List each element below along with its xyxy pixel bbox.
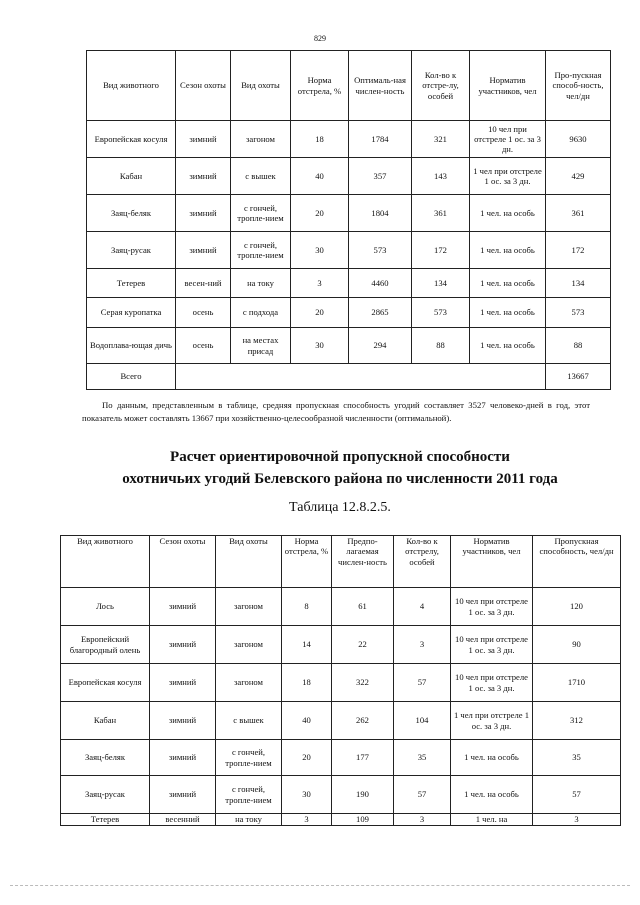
table-cell: 30: [282, 776, 332, 814]
table-cell: 30: [291, 232, 349, 269]
header-cell: Норматив участников, чел: [470, 51, 546, 121]
header-cell: Вид охоты: [231, 51, 291, 121]
table-cell: 61: [332, 588, 394, 626]
section-title: [60, 446, 620, 490]
table-cell: 109: [332, 814, 394, 826]
table-cell: 1710: [533, 664, 621, 702]
total-value: 13667: [546, 364, 611, 390]
table-cell: осень: [176, 328, 231, 364]
table-cell: Кабан: [61, 702, 150, 740]
table-cell: с гончей, тропле-нием: [216, 776, 282, 814]
table-cell: Заяц-беляк: [61, 740, 150, 776]
table-cell: 134: [412, 269, 470, 298]
table-row: [87, 195, 611, 232]
table-cell: 172: [412, 232, 470, 269]
table-cell: 3: [394, 626, 451, 664]
table-cell: 10 чел при отстреле 1 ос. за 3 дн.: [451, 664, 533, 702]
table-cell: зимний: [150, 740, 216, 776]
table-cell: зимний: [176, 195, 231, 232]
table-cell: 40: [291, 158, 349, 195]
table-cell: 88: [546, 328, 611, 364]
table-row: [61, 664, 621, 702]
table-cell: Европейский благородный олень: [61, 626, 150, 664]
table-cell: Заяц-беляк: [87, 195, 176, 232]
table-cell: Европейская косуля: [61, 664, 150, 702]
table-cell: 1 чел. на особь: [451, 776, 533, 814]
table-cell: 143: [412, 158, 470, 195]
table-cell: 573: [546, 298, 611, 328]
table-cell: 10 чел при отстреле 1 ос. за 3 дн.: [470, 121, 546, 158]
table-cell: с вышек: [216, 702, 282, 740]
table-cell: 22: [332, 626, 394, 664]
table-cell: 10 чел при отстреле 1 ос. за 3 дн.: [451, 588, 533, 626]
table-cell: 8: [282, 588, 332, 626]
table-row: [87, 328, 611, 364]
table-cell: Кабан: [87, 158, 176, 195]
table-cell: 321: [412, 121, 470, 158]
table-cell: 429: [546, 158, 611, 195]
total-label: Всего: [87, 364, 176, 390]
table-cell: 573: [412, 298, 470, 328]
table-cell: 20: [282, 740, 332, 776]
table-cell: с подхода: [231, 298, 291, 328]
section-title-line1: Расчет ориентировочной пропускной способности: [170, 449, 510, 465]
table-cell: 3: [282, 814, 332, 826]
table-cell: 18: [291, 121, 349, 158]
table-cell: 35: [533, 740, 621, 776]
table-cell: 3: [291, 269, 349, 298]
table-cell: 9630: [546, 121, 611, 158]
table-cell: Водоплава-ющая дичь: [87, 328, 176, 364]
table-cell: 120: [533, 588, 621, 626]
table-cell: 134: [546, 269, 611, 298]
page-number: 829: [314, 34, 326, 43]
table-cell: 2865: [349, 298, 412, 328]
table-cell: на току: [231, 269, 291, 298]
table-cell: 90: [533, 626, 621, 664]
table-cell: 1 чел при отстреле 1 ос. за 3 дн.: [470, 158, 546, 195]
table-row: [61, 776, 621, 814]
table-cell: загоном: [216, 626, 282, 664]
table-cell: на току: [216, 814, 282, 826]
header-cell: Про-пускная способ-ность, чел/дн: [546, 51, 611, 121]
header-cell: Кол-во к отстре-лу, особей: [412, 51, 470, 121]
table-cell: 172: [546, 232, 611, 269]
table-cell: 1 чел. на особь: [451, 740, 533, 776]
table-cell: 312: [533, 702, 621, 740]
table-row: [87, 158, 611, 195]
table-cell: зимний: [150, 664, 216, 702]
table-cell: 4: [394, 588, 451, 626]
capacity-table-2011: [60, 535, 621, 826]
table-cell: 1 чел. на особь: [470, 232, 546, 269]
header-cell: Сезон охоты: [176, 51, 231, 121]
table-cell: 3: [394, 814, 451, 826]
header-cell: Сезон охоты: [150, 536, 216, 588]
table-cell: с гончей, тропле-нием: [216, 740, 282, 776]
table-total-row: [87, 364, 611, 390]
table-cell: 1 чел. на: [451, 814, 533, 826]
table-row: [87, 269, 611, 298]
table-cell: 57: [533, 776, 621, 814]
table-cell: 1 чел. на особь: [470, 269, 546, 298]
table-cell: 1 чел при отстреле 1 ос. за 3 дн.: [451, 702, 533, 740]
table-cell: загоном: [231, 121, 291, 158]
table-cell-empty: [176, 364, 546, 390]
header-cell: Вид охоты: [216, 536, 282, 588]
header-cell: Пропускная способность, чел/дн: [533, 536, 621, 588]
table-cell: 14: [282, 626, 332, 664]
table-header-row: [61, 536, 621, 588]
table-cell: на местах присад: [231, 328, 291, 364]
table-cell: загоном: [216, 664, 282, 702]
header-cell: Норматив участников, чел: [451, 536, 533, 588]
table-cell: 20: [291, 195, 349, 232]
table-cell: 262: [332, 702, 394, 740]
table-header-row: [87, 51, 611, 121]
header-cell: Предпо-лагаемая числен-ность: [332, 536, 394, 588]
table-cell: осень: [176, 298, 231, 328]
table-cell: Лось: [61, 588, 150, 626]
header-cell: Норма отстрела, %: [282, 536, 332, 588]
summary-paragraph: По данным, представленным в таблице, средняя пропускная способность угодий составляет 3527 человеко-дней в год, этот показатель может составлять 13667 при хозяйственно-целесообразной численности (оптимальной).: [82, 400, 590, 423]
table-cell: Заяц-русак: [87, 232, 176, 269]
table-cell: зимний: [176, 121, 231, 158]
table-cell: Тетерев: [87, 269, 176, 298]
table-cell: 4460: [349, 269, 412, 298]
table-row: [87, 232, 611, 269]
table-row: [61, 740, 621, 776]
table-cell: 573: [349, 232, 412, 269]
table-cell: 1 чел. на особь: [470, 328, 546, 364]
table-cell: 357: [349, 158, 412, 195]
table-cell: 1784: [349, 121, 412, 158]
header-cell: Норма отстрела, %: [291, 51, 349, 121]
table-cell: 361: [546, 195, 611, 232]
table-cell: 1 чел. на особь: [470, 195, 546, 232]
table-cell: 88: [412, 328, 470, 364]
header-cell: Кол-во к отстрелу, особей: [394, 536, 451, 588]
table-cell: 20: [291, 298, 349, 328]
table-cell: с гончей, тропле-нием: [231, 195, 291, 232]
table-cell: 322: [332, 664, 394, 702]
table-cell: 177: [332, 740, 394, 776]
table-cell: с гончей, тропле-нием: [231, 232, 291, 269]
table-cell: Тетерев: [61, 814, 150, 826]
table-cell: 18: [282, 664, 332, 702]
section-title-line2: охотничьих угодий Белевского района по численности 2011 года: [122, 471, 558, 487]
table-cell: Европейская косуля: [87, 121, 176, 158]
table-cell: с вышек: [231, 158, 291, 195]
table-cell: 57: [394, 776, 451, 814]
table-cell: зимний: [150, 626, 216, 664]
table-cell: 1 чел. на особь: [470, 298, 546, 328]
table-cell: зимний: [150, 776, 216, 814]
table-cell: 361: [412, 195, 470, 232]
table-cell: Серая куропатка: [87, 298, 176, 328]
table-cell: 40: [282, 702, 332, 740]
table-cell: 3: [533, 814, 621, 826]
table-cell: весенний: [150, 814, 216, 826]
table-cell: зимний: [176, 158, 231, 195]
table-cell: зимний: [150, 702, 216, 740]
table-row: [61, 702, 621, 740]
table-cell: 30: [291, 328, 349, 364]
table-cell: 190: [332, 776, 394, 814]
table-cell: загоном: [216, 588, 282, 626]
table-row: [61, 626, 621, 664]
table-row: [87, 298, 611, 328]
table-cell: 10 чел при отстреле 1 ос. за 3 дн.: [451, 626, 533, 664]
header-cell: Вид животного: [87, 51, 176, 121]
table-row: [61, 814, 621, 826]
table-cell: зимний: [150, 588, 216, 626]
header-cell: Оптималь-ная числен-ность: [349, 51, 412, 121]
table-cell: 294: [349, 328, 412, 364]
table-caption: Таблица 12.8.2.5.: [289, 500, 391, 515]
table-cell: 1804: [349, 195, 412, 232]
table-cell: зимний: [176, 232, 231, 269]
table-cell: 104: [394, 702, 451, 740]
table-cell: Заяц-русак: [61, 776, 150, 814]
scan-footer-line: [10, 885, 630, 886]
table-row: [61, 588, 621, 626]
table-cell: 35: [394, 740, 451, 776]
header-cell: Вид животного: [61, 536, 150, 588]
table-cell: 57: [394, 664, 451, 702]
table-row: [87, 121, 611, 158]
table-cell: весен-ний: [176, 269, 231, 298]
capacity-table-optimal: [86, 50, 611, 390]
